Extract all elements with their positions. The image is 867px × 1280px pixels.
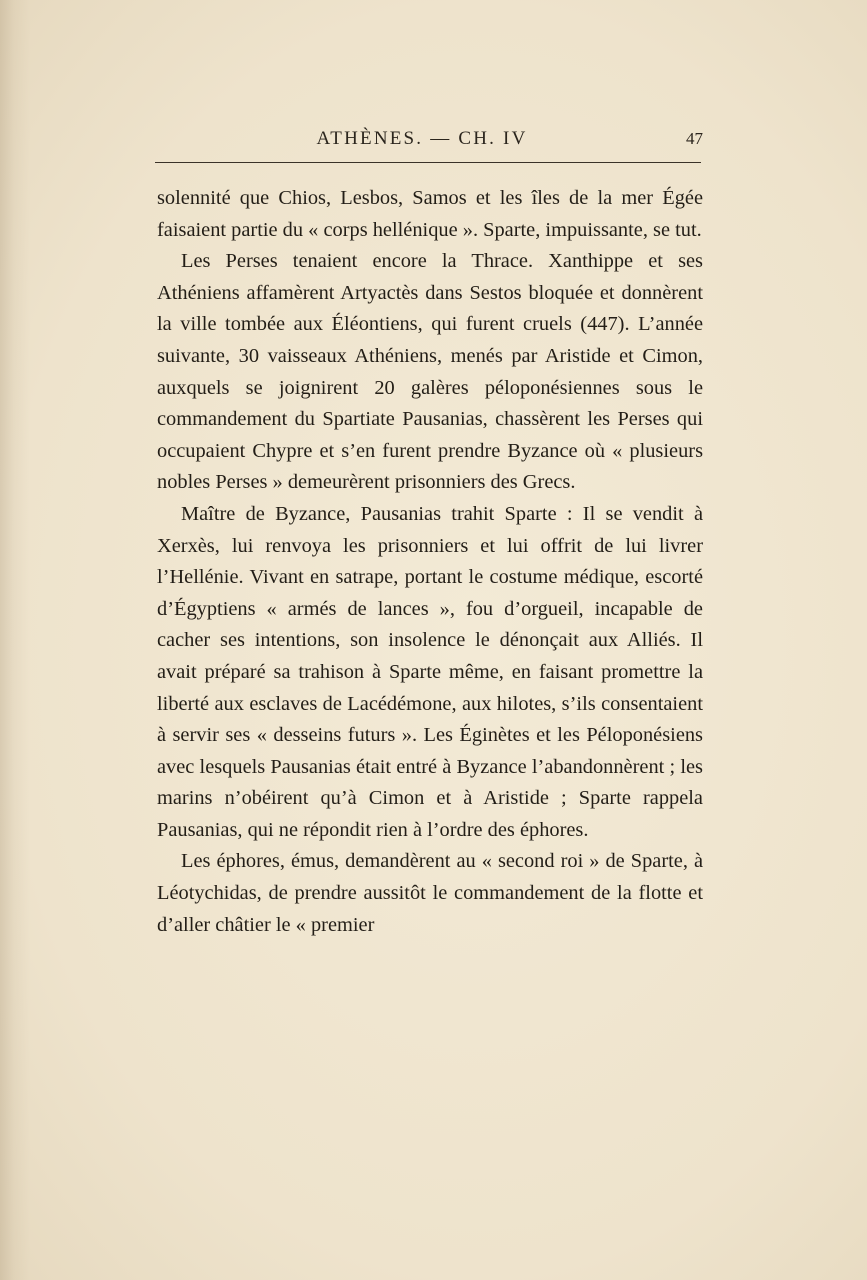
body-text	[157, 183, 703, 941]
paragraph-continued: solennité que Chios, Lesbos, Samos et les îles de la mer Égée faisaient partie du « corps hellénique ». Sparte, impuissante, se tut.	[157, 187, 703, 241]
paragraph: Les éphores, émus, demandèrent au « second roi » de Sparte, à Léotychidas, de prendre aussitôt le commandement de la flotte et d’aller châtier le « premier	[157, 850, 703, 936]
header-rule	[155, 162, 701, 163]
paragraph: Maître de Byzance, Pausanias trahit Sparte : Il se vendit à Xerxès, lui renvoya les prisonniers et lui offrit de lui livrer l’Hellénie. Vivant en satrape, portant le costume médique, escorté d’Égyptiens « armés de lances », fou d’orgueil, incapable de cacher ses intentions, son insolence le dénonçait aux Alliés. Il avait préparé sa trahison à Sparte même, en faisant promettre la liberté aux esclaves de Lacédémone, aux hilotes, s’ils consentaient à servir ses « desseins futurs ». Les Éginètes et les Péloponésiens avec lesquels Pausanias était entré à Byzance l’abandonnèrent ; les marins n’obéirent qu’à Cimon et à Aristide ; Sparte rappela Pausanias, qui ne répondit rien à l’ordre des éphores.	[157, 502, 703, 841]
paragraph: Les Perses tenaient encore la Thrace. Xanthippe et ses Athéniens affamèrent Artyactès dans Sestos bloquée et donnèrent la ville tombée aux Éléontiens, qui furent cruels (447). L’année suivante, 30 vaisseaux Athéniens, menés par Aristide et Cimon, auxquels se joignirent 20 galères péloponésiennes sous le commandement du Spartiate Pausanias, chassèrent les Perses qui occupaient Chypre et s’en furent prendre Byzance où « plusieurs nobles Perses » demeurèrent prisonniers des Grecs.	[157, 250, 703, 494]
running-head	[155, 128, 703, 154]
running-title: ATHÈNES. — CH. IV	[316, 128, 528, 149]
page-number: 47	[686, 129, 703, 148]
